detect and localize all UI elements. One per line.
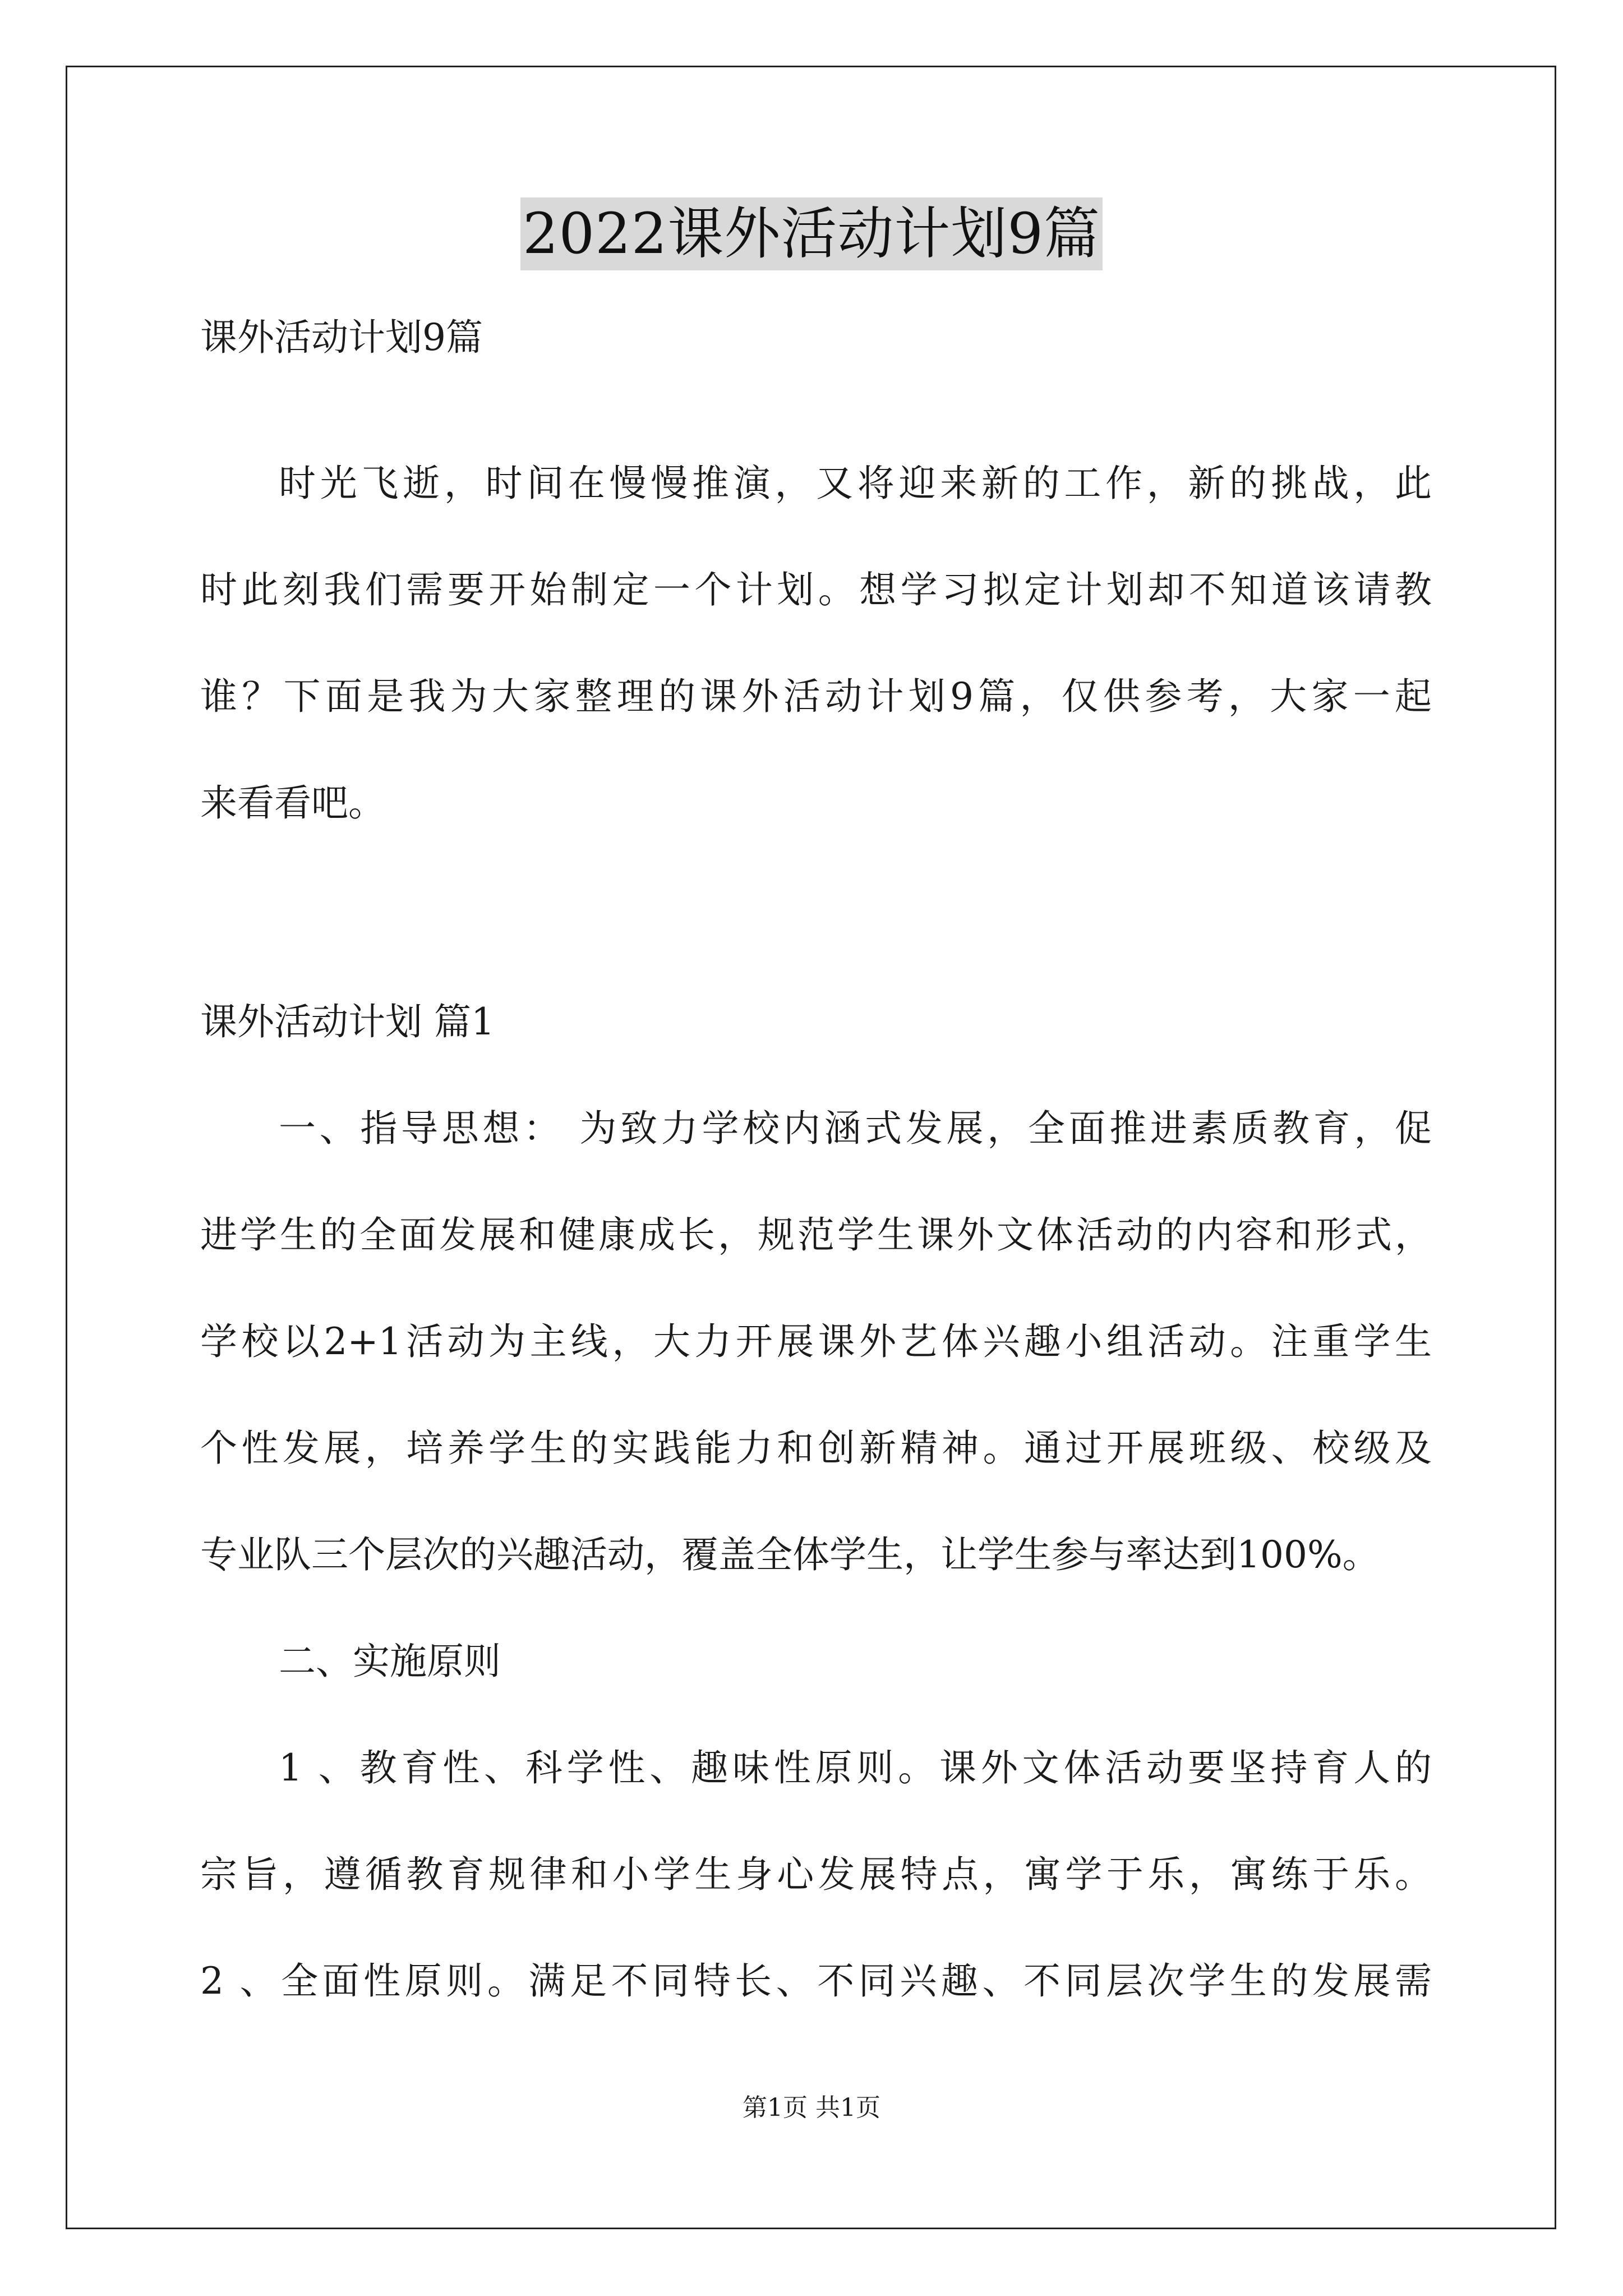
principles-heading: 二、实施原则 <box>279 1640 501 1683</box>
intro-line-3: 谁？下面是我为大家整理的课外活动计划9篇，仅供参考，大家一起 <box>200 675 1432 718</box>
intro-line-1: 时光飞逝，时间在慢慢推演，又将迎来新的工作，新的挑战，此 <box>279 462 1432 505</box>
guiding-line-3: 学校以2+1活动为主线，大力开展课外艺体兴趣小组活动。注重学生 <box>200 1320 1432 1363</box>
document-title: 2022课外活动计划9篇 <box>520 197 1103 270</box>
title-container <box>0 197 1623 270</box>
guiding-line-1: 一、指导思想： 为致力学校内涵式发展，全面推进素质教育，促 <box>279 1107 1432 1150</box>
principles-line-3: 2 、全面性原则。满足不同特长、不同兴趣、不同层次学生的发展需 <box>200 1959 1432 2003</box>
guiding-line-2: 进学生的全面发展和健康成长，规范学生课外文体活动的内容和形式， <box>200 1213 1432 1257</box>
section-heading: 课外活动计划 篇1 <box>200 1000 495 1043</box>
principles-line-2: 宗旨，遵循教育规律和小学生身心发展特点，寓学于乐，寓练于乐。 <box>200 1853 1432 1896</box>
guiding-line-4: 个性发展，培养学生的实践能力和创新精神。通过开展班级、校级及 <box>200 1427 1432 1470</box>
page-footer: 第1页 共1页 <box>743 2093 880 2122</box>
guiding-line-5: 专业队三个层次的兴趣活动，覆盖全体学生，让学生参与率达到100%。 <box>200 1533 1380 1576</box>
intro-line-4: 来看看吧。 <box>200 781 385 825</box>
principles-line-1: 1 、教育性、科学性、趣味性原则。课外文体活动要坚持育人的 <box>279 1746 1432 1789</box>
intro-line-2: 时此刻我们需要开始制定一个计划。想学习拟定计划却不知道该请教 <box>200 568 1432 611</box>
document-subtitle: 课外活动计划9篇 <box>200 316 483 359</box>
